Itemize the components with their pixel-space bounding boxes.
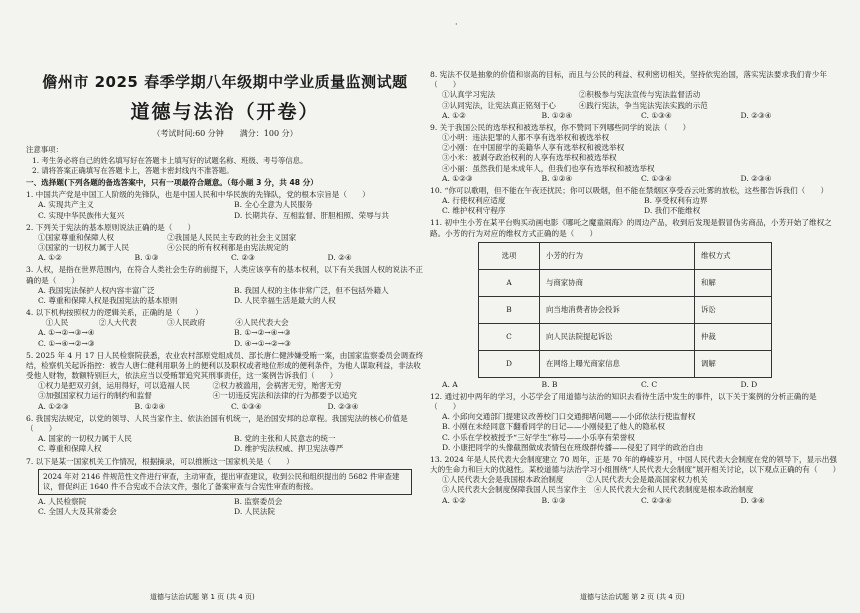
statement-line: ③认同宪法，让宪法真正铭刻于心 ④践行宪法，争当宪法宪法实践的示范 [442,100,708,110]
exam-info: （考试时间:60 分钟 满分：100 分） [152,128,298,138]
answer-option: A. 国家的一切权力属于人民 [38,434,132,444]
answer-option: B. 小刚在未经同意下翻看同学的日记——小刚侵犯了他人的隐私权 [442,422,666,432]
answer-option: C. C [641,379,658,389]
answer-option: B. 全心全意为人民服务 [234,200,313,210]
question-stem: 9. 关于我国公民的选举权和被选举权，你不赞同下列哪些同学的说法（ ） [430,122,691,132]
statement-line: ④小丽：虽然我们是未成年人，但我们也享有选举权和被选举权 [442,163,655,173]
table-cell: 诉讼 [695,296,772,323]
table-row [479,296,772,323]
exam-title: 儋州市 2025 春季学期八年级期中学业质量监测试题 [42,73,408,91]
answer-option: A. ①② [442,110,466,120]
subject-title: 道德与法治（开卷） [130,101,320,124]
question-stem: 4. 以下机构按照权力的逻辑关系，正确的是（ ） [26,308,203,318]
statement-line: ③小米：被剥夺政治权利的人享有选举权和被选举权 [442,153,617,163]
left-question-list [26,190,424,517]
answer-option: A. 小邱向交通部门提建议改善校门口交通拥堵问题——小邱依法行使监督权 [442,412,696,422]
answer-option: B. 监察委员会 [234,496,283,506]
statement-line: ②小刚：在中国留学的美籍华人享有选举权和被选举权 [442,143,625,153]
answer-option: D. D [740,379,758,389]
statement-line: ①人民代表大会是我国根本政治制度 ②人民代表大会是最高国家权力机关 [442,475,708,485]
question [430,218,840,390]
answer-option: B. ①②④ [541,110,573,120]
answer-options [430,380,840,390]
question-stem: 11. 初中生小芳在某平台购买动画电影《哪吒之魔童闹海》的周边产品，收到后发现是假冒伪劣商品，小芳开始了维权之路。小芳的行为对应的维权方式正确的是（ ） [430,218,832,238]
statement-line: ①小明：违法犯罪的人都不享有选举权和被选举权 [442,133,610,143]
question-stem: 10. “你可以歌唱，但不能在午夜还扰民；你可以吸烟，但不能在禁烟区享受吞云吐雾的放松，这些都告诉我们（ ） [430,185,829,195]
answer-option: D. 长期共存、互相监督、肝胆相照、荣辱与共 [234,210,389,220]
answer-option: C. ①③④ [641,110,672,120]
answer-option: B. B [541,379,558,389]
answer-options [430,196,840,216]
answer-option: B. 党的主张和人民意志的统一 [234,434,336,444]
table-row [479,269,772,296]
answer-options [26,434,424,454]
question-stem: 6. 我国宪法规定，以党的领导、人民当家作主、依法治国有机统一，是治国安邦的总章程。我国宪法的核心价值是（ ） [26,413,408,433]
answer-option: A. ①② [38,253,62,263]
answer-option: D. 人民法院 [234,506,276,516]
question [26,351,424,412]
answer-option: C. 维护权利守程序 [442,206,506,216]
table-header-cell: 维权方式 [695,242,772,269]
question [26,190,424,221]
table-cell: 在网络上曝光商家信息 [540,350,695,377]
statement-line: ①权力是把双刃剑，运用得好，可以造福人民 ②权力被滥用，会祸害无穷，贻害无穷 [38,381,342,391]
question-stem: 12. 通过初中两年的学习，小芯学会了用道德与法治的知识去看待生活中发生的事件，以下关于案例的分析正确的是（ ） [430,391,817,412]
table-row [479,323,772,350]
question [430,186,840,217]
answer-option: C. ②③④ [641,495,672,505]
answer-option: B. ①②④ [541,173,573,183]
question [26,265,424,306]
answer-options [430,496,840,506]
table-cell: 仲裁 [695,323,772,350]
question-stem: 3. 人权，是指在世界范围内，在符合人类社会生存的前提下，人类应该享有的基本权利，以下有关我国人权的说法不正确的是（ ） [26,265,423,285]
page-1-footer: 道德与法治试题 第 1 页 (共 4 页) [150,593,255,601]
answer-options [26,497,424,517]
table-header-cell: 选项 [479,242,540,269]
answer-option: D. ②③④ [740,110,772,120]
answer-option: C. ②③ [231,253,255,263]
question [430,70,840,121]
answer-option: B. ①③ [134,253,159,263]
answer-option: D. 维护宪法权威、捍卫宪法尊严 [234,444,344,454]
answer-options [26,253,424,263]
question [26,223,424,264]
page-2-footer: 道德与法治试题 第 2 页 (共 4 页) [580,593,685,601]
section-heading: 一、选择题(下列各题的备选答案中，只有一项最符合题意。（每小题 3 分，共 48 分） [26,178,318,188]
answer-options [430,174,840,184]
answer-options [430,412,840,453]
scan-speck: · [455,20,458,29]
answer-option: B. ①→②→④→③ [234,328,291,338]
answer-options [26,402,424,412]
question [26,457,424,517]
statement-line: ①人民 ②人大代表 ③人民政府 ④人民代表大会 [38,318,289,328]
table-cell: 和解 [695,269,772,296]
question-stem: 7. 以下是某一国家机关工作情况，根据摘录，可以推断这一国家机关是（ ） [26,456,294,466]
statement-line: ③国家的一切权力属于人民 ④公民的所有权利都是由宪法规定的 [38,243,289,253]
answer-option: C. ①③④ [641,173,672,183]
answer-option: D. ②③④ [327,401,359,411]
table-cell: 调解 [695,350,772,377]
statement-line: ③人民代表大会制度保障我国人民当家作主 ④人民代表大会和人民代表制度是根本政治制度 [442,485,754,495]
table-cell: 向当地消费者协会投诉 [540,296,695,323]
note-1: 1. 考生务必将自己的姓名填写好在答题卡上填写好的试题名称、班级、考号等信息。 [32,156,308,166]
question-stem: 8. 宪法不仅是抽象的价值和崇高的目标，而且与公民的利益、权利密切相关，坚持依宪治国，落实宪法要求我们青少年（ ） [430,70,827,90]
statement-line: ①认真学习宪法 ②积极参与宪法宣传与宪法监督活动 [442,90,701,100]
answer-option: D. ②③④ [740,173,772,183]
answer-option: C. 尊重和保障人权 [38,444,102,454]
table-cell: 与商家协商 [540,269,695,296]
answer-options [26,328,424,348]
table-cell: D [479,350,540,377]
answer-option: D. ②④ [327,253,352,263]
question [430,123,840,184]
answer-option: A. 人民检察院 [38,496,87,506]
table-header-row [479,242,772,269]
answer-options [430,111,840,121]
answer-option: A. 我国宪法保护人权内容丰富广泛 [38,285,155,295]
answer-option: A. ①②③ [38,401,69,411]
note-2: 2. 请将答案正确填写在答题卡上，答题卡密封线内不准答题。 [32,166,234,176]
answer-option: D. 我们不能维权 [644,206,701,216]
page-1 [26,0,424,613]
case-table [478,242,772,378]
answer-option: A. 行使权利应适度 [442,196,506,206]
table-cell: A [479,269,540,296]
page-2 [430,0,840,613]
answer-options [26,286,424,306]
answer-option: A. ①②③ [442,173,473,183]
table-row [479,350,772,377]
question-stem: 2. 下列关于宪法的基本原则说法正确的是（ ） [26,222,196,232]
answer-option: A. 实现共产主义 [38,200,94,210]
question [430,392,840,453]
question [26,308,424,349]
question-stem: 1. 中国共产党是中国工人阶级的先锋队，也是中国人民和中华民族的先锋队，党的根本宗旨是（ ） [26,190,370,200]
table-header-cell: 小芳的行为 [540,242,695,269]
question-stem: 5. 2025 年 4 月 17 日人民检察院获悉，农业农村部原党组成员、部长唐仁健涉嫌受贿一案，由国家监察委员会调查终结，检察机关起诉指控：被告人唐仁健利用职务上的便利以及职权或者地位形成的便利条件，为他人谋取利益，非法收受他人财物，数额特别巨大，依法应当以受贿罪追究其刑事责任，这一案例告诉我们（ ） [26,350,424,381]
answer-option: B. 享受权利有边界 [644,196,708,206]
answer-option: D. ③④ [740,495,765,505]
answer-option: B. ①③ [541,495,566,505]
answer-option: B. ①②④ [134,401,166,411]
notes-heading: 注意事项： [26,145,63,155]
answer-option: C. ①③④ [231,401,262,411]
answer-option: C. ①→④→②→③ [38,338,95,348]
answer-option: D. ④→①→②→③ [234,338,291,348]
answer-option: A. ①② [442,495,466,505]
statement-line: ③加强国家权力运行的制约和监督 ④一切违反宪法和法律的行为都要予以追究 [38,391,357,401]
statement-line: ①国家尊重和保障人权 ②我国是人民民主专政的社会主义国家 [38,232,297,242]
table-cell: B [479,296,540,323]
excerpt-box: 2024 年对 2146 件规范性文件进行审查，主动审查，提出审查建议，收到公民和组织提出的 5682 件审查建议，督促纠正 1640 件不合宪或不合法文件，强化了备案审查与合宪性审查的衔接。 [38,469,412,495]
answer-option: A. ①→②→③→④ [38,328,95,338]
table-cell: 向人民法院提起诉讼 [540,323,695,350]
answer-option: C. 实现中华民族伟大复兴 [38,210,125,220]
right-question-list [430,70,840,506]
answer-option: C. 全国人大及其常委会 [38,506,117,516]
answer-option: C. 小乐在学校被授予“三好学生”称号——小乐享有荣誉权 [442,432,635,442]
question-stem: 13. 2024 年是人民代表大会制度建立 70 周年，正是 70 年的峥嵘岁月，中国人民代表大会制度在党的领导下，显示出强大的生命力和巨大的优越性。某校道德与法治学习小组围绕“人民代表大会制度”展开相关讨论，以下观点正确的有（ ） [430,454,841,475]
answer-option: A. A [442,379,458,389]
answer-option: C. 尊重和保障人权是我国宪法的基本原则 [38,295,178,305]
answer-option: D. 人民幸福生活是最大的人权 [234,295,336,305]
answer-options [26,200,424,220]
answer-option: D. 小康把同学的头像截图做成表情包在班级群传播——侵犯了同学的政治自由 [442,442,704,452]
question [26,414,424,455]
answer-option: B. 我国人权的主体非常广泛，但不包括外籍人 [234,285,389,295]
table-cell: C [479,323,540,350]
question [430,455,840,506]
